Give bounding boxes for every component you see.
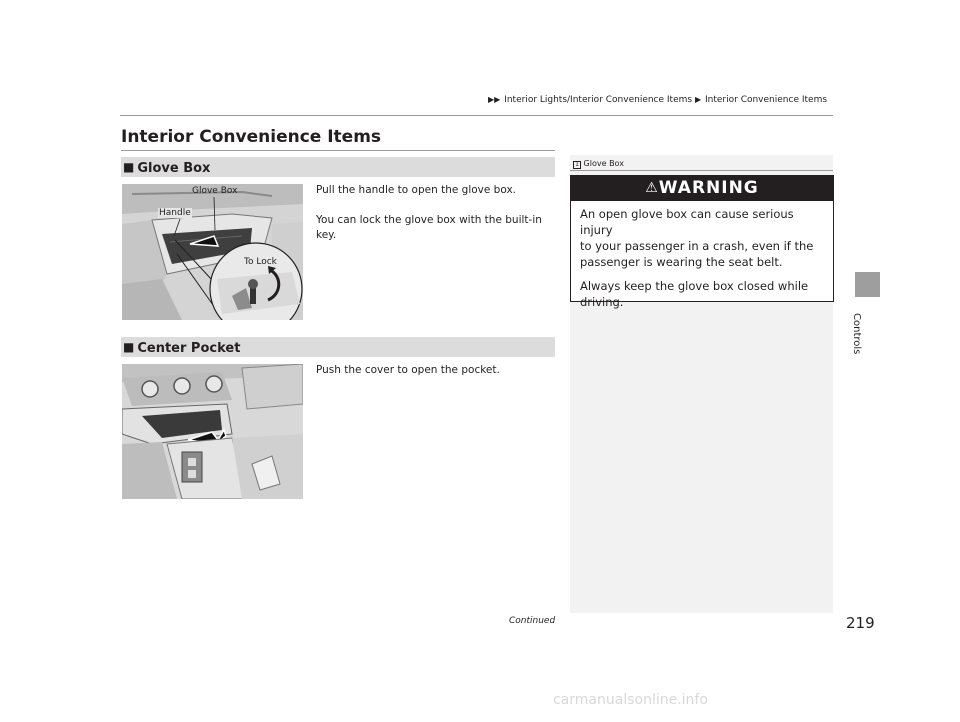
warning-title: WARNING xyxy=(658,178,759,198)
warning-line: driving. xyxy=(580,295,624,309)
breadcrumb-item[interactable]: Interior Lights/Interior Convenience Items xyxy=(504,95,693,105)
breadcrumb-item[interactable]: Interior Convenience Items xyxy=(705,95,828,105)
glove-box-text-2 xyxy=(316,213,542,243)
reference-icon: 1 xyxy=(573,161,581,169)
page-title: Interior Convenience Items xyxy=(121,127,382,147)
warning-header xyxy=(571,176,833,201)
glove-box-image xyxy=(122,184,303,320)
section-header-center-pocket xyxy=(121,337,555,357)
side-note-divider xyxy=(570,170,833,171)
text-line: You can lock the glove box with the built-in xyxy=(316,214,542,226)
callout-to-lock: To Lock xyxy=(244,257,277,267)
warning-line: to your passenger in a crash, even if the xyxy=(580,239,814,253)
section-tab-marker[interactable] xyxy=(855,272,880,297)
breadcrumb xyxy=(488,95,827,105)
warning-paragraph xyxy=(580,206,828,270)
breadcrumb-arrow-icon: ▶ xyxy=(694,95,702,104)
center-pocket-text: Push the cover to open the pocket. xyxy=(316,364,500,376)
continued-label: Continued xyxy=(509,616,556,626)
glove-box-text-1: Pull the handle to open the glove box. xyxy=(316,184,516,196)
callout-glove-box: Glove Box xyxy=(192,186,238,196)
center-pocket-illustration xyxy=(122,364,303,499)
warning-line: passenger is wearing the seat belt. xyxy=(580,255,783,269)
section-title: Glove Box xyxy=(137,161,211,176)
title-divider xyxy=(121,150,555,151)
center-pocket-image xyxy=(122,364,303,499)
warning-box xyxy=(570,175,834,309)
warning-body xyxy=(580,206,828,318)
reference-label: Glove Box xyxy=(583,159,624,168)
page-number: 219 xyxy=(846,614,875,632)
watermark: carmanualsonline.info xyxy=(553,692,708,708)
warning-line: An open glove box can cause serious injury xyxy=(580,207,794,237)
section-tab-label: Controls xyxy=(851,313,862,355)
text-line: key. xyxy=(316,229,337,241)
warning-icon: ⚠ xyxy=(645,180,659,196)
glove-box-illustration xyxy=(122,184,303,320)
section-title: Center Pocket xyxy=(137,341,241,356)
warning-paragraph xyxy=(580,278,828,310)
section-header-glove-box xyxy=(121,157,555,177)
callout-handle: Handle xyxy=(159,208,191,218)
warning-line: Always keep the glove box closed while xyxy=(580,279,809,293)
header-divider xyxy=(120,115,833,116)
square-bullet-icon: ■ xyxy=(123,160,135,174)
square-bullet-icon: ■ xyxy=(123,340,135,354)
side-note-reference xyxy=(573,159,624,169)
breadcrumb-arrow-icon: ▶▶ xyxy=(488,95,501,104)
